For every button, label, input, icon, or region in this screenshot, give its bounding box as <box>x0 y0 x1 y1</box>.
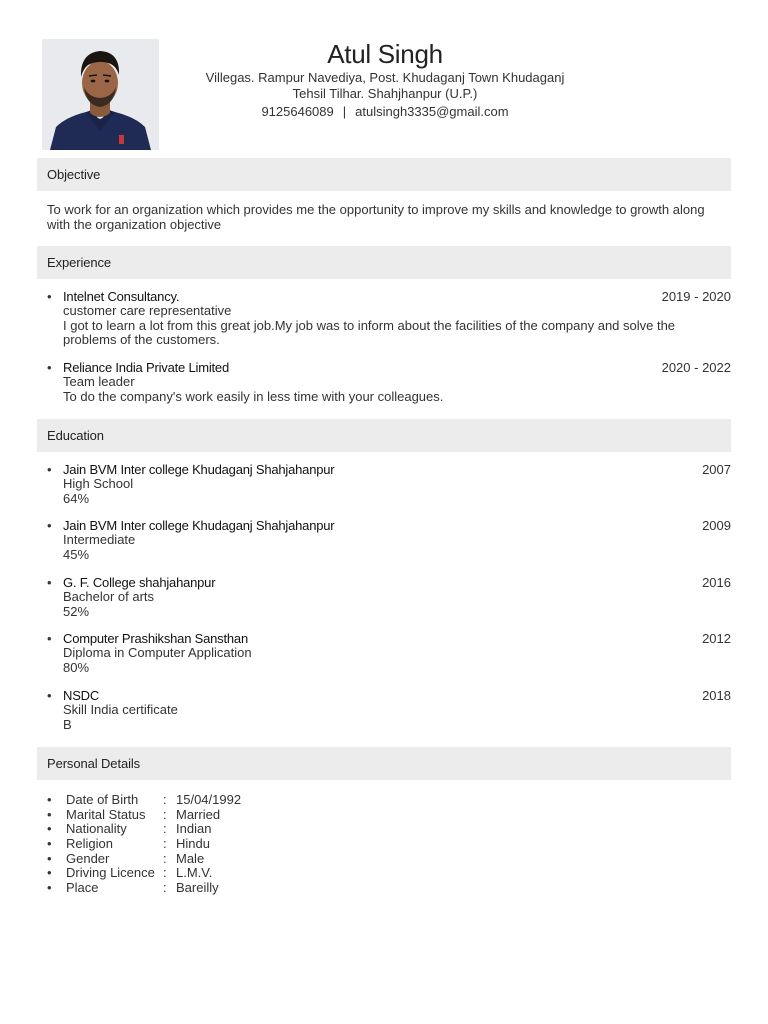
detail-value: L.M.V. <box>176 865 213 881</box>
grade: 45% <box>63 546 90 562</box>
section-experience-heading: Experience <box>37 246 731 279</box>
bullet-icon: • <box>47 821 52 837</box>
bullet-icon: • <box>47 462 52 477</box>
company-name: Reliance India Private Limited <box>63 360 229 375</box>
personal-detail-row <box>47 852 241 867</box>
degree: Skill India certificate <box>63 702 178 718</box>
detail-label: Driving Licence <box>66 865 155 881</box>
degree: Diploma in Computer Application <box>63 645 252 661</box>
detail-label: Gender <box>66 850 110 866</box>
experience-item <box>47 290 731 347</box>
colon-separator: : <box>163 880 167 896</box>
personal-detail-row <box>47 793 241 808</box>
degree: Bachelor of arts <box>63 589 155 605</box>
personal-detail-row <box>47 866 241 881</box>
degree: High School <box>63 476 134 492</box>
education-year: 2016 <box>702 575 731 590</box>
bullet-icon: • <box>47 289 52 304</box>
colon-separator: : <box>163 836 167 852</box>
school-name: Jain BVM Inter college Khudaganj Shahjahanpur <box>63 462 335 477</box>
education-item <box>47 519 731 562</box>
section-personal-heading: Personal Details <box>37 747 731 780</box>
address-line-2: Tehsil Tilhar. Shahjhanpur (U.P.) <box>292 85 478 101</box>
education-year: 2007 <box>702 462 731 477</box>
detail-value: Indian <box>176 821 212 837</box>
bullet-icon: • <box>47 688 52 703</box>
detail-value: Bareilly <box>176 880 219 896</box>
bullet-icon: • <box>47 792 52 807</box>
objective-text: To work for an organization which provides me the opportunity to improve my skills and knowledge to growth along with the organization objective <box>47 202 705 232</box>
bullet-icon: • <box>47 575 52 590</box>
detail-label: Nationality <box>66 821 127 837</box>
school-name: Computer Prashikshan Sansthan <box>63 631 248 646</box>
personal-details-list <box>47 793 241 896</box>
detail-value: 15/04/1992 <box>176 792 242 807</box>
resume-header <box>170 38 600 120</box>
personal-detail-row <box>47 837 241 852</box>
email-address: atulsingh3335@gmail.com <box>355 104 509 119</box>
detail-value: Male <box>176 850 205 866</box>
job-role: Team leader <box>63 374 135 390</box>
grade: B <box>63 716 72 732</box>
phone-number: 9125646089 <box>261 104 334 119</box>
bullet-icon: • <box>47 836 52 852</box>
detail-label: Date of Birth <box>66 792 139 807</box>
experience-item <box>47 361 731 404</box>
school-name: G. F. College shahjahanpur <box>63 575 216 590</box>
bullet-icon: • <box>47 631 52 646</box>
bullet-icon: • <box>47 865 52 881</box>
personal-detail-row <box>47 881 241 896</box>
address-line-1: Villegas. Rampur Navediya, Post. Khudaganj Town Khudaganj <box>205 70 565 85</box>
bullet-icon: • <box>47 880 52 896</box>
detail-label: Marital Status <box>66 806 146 822</box>
colon-separator: : <box>163 792 167 807</box>
grade: 80% <box>63 659 90 675</box>
contact-separator: | <box>342 104 347 119</box>
contact-line <box>170 104 600 120</box>
bullet-icon: • <box>47 360 52 375</box>
job-dates: 2019 - 2020 <box>661 289 731 304</box>
bullet-icon: • <box>47 806 52 822</box>
section-education-heading: Education <box>37 419 731 452</box>
colon-separator: : <box>163 850 167 866</box>
education-item <box>47 632 731 675</box>
person-portrait-icon <box>42 39 159 150</box>
detail-label: Place <box>66 880 99 896</box>
job-description: I got to learn a lot from this great job.My job was to inform about the facilities of the company and solve the problems of the customers. <box>63 317 676 347</box>
education-item <box>47 463 731 506</box>
bullet-icon: • <box>47 850 52 866</box>
colon-separator: : <box>163 806 167 822</box>
grade: 64% <box>63 490 90 506</box>
bullet-icon: • <box>47 518 52 533</box>
school-name: Jain BVM Inter college Khudaganj Shahjahanpur <box>63 518 335 533</box>
grade: 52% <box>63 603 90 619</box>
education-item <box>47 576 731 619</box>
detail-value: Married <box>176 806 221 822</box>
detail-value: Hindu <box>176 836 210 852</box>
section-objective-heading: Objective <box>37 158 731 191</box>
education-year: 2009 <box>702 518 731 533</box>
school-name: NSDC <box>63 688 100 703</box>
job-description: To do the company's work easily in less time with your colleagues. <box>63 388 444 404</box>
job-dates: 2020 - 2022 <box>661 360 731 375</box>
candidate-name: Atul Singh <box>327 39 443 69</box>
education-year: 2012 <box>702 631 731 646</box>
job-role: customer care representative <box>63 303 232 319</box>
colon-separator: : <box>163 865 167 881</box>
degree: Intermediate <box>63 532 136 548</box>
company-name: Intelnet Consultancy. <box>63 289 180 304</box>
colon-separator: : <box>163 821 167 837</box>
detail-label: Religion <box>66 836 113 852</box>
personal-detail-row <box>47 822 241 837</box>
education-year: 2018 <box>702 688 731 703</box>
profile-photo <box>42 39 159 150</box>
personal-detail-row <box>47 808 241 823</box>
education-item <box>47 689 731 732</box>
